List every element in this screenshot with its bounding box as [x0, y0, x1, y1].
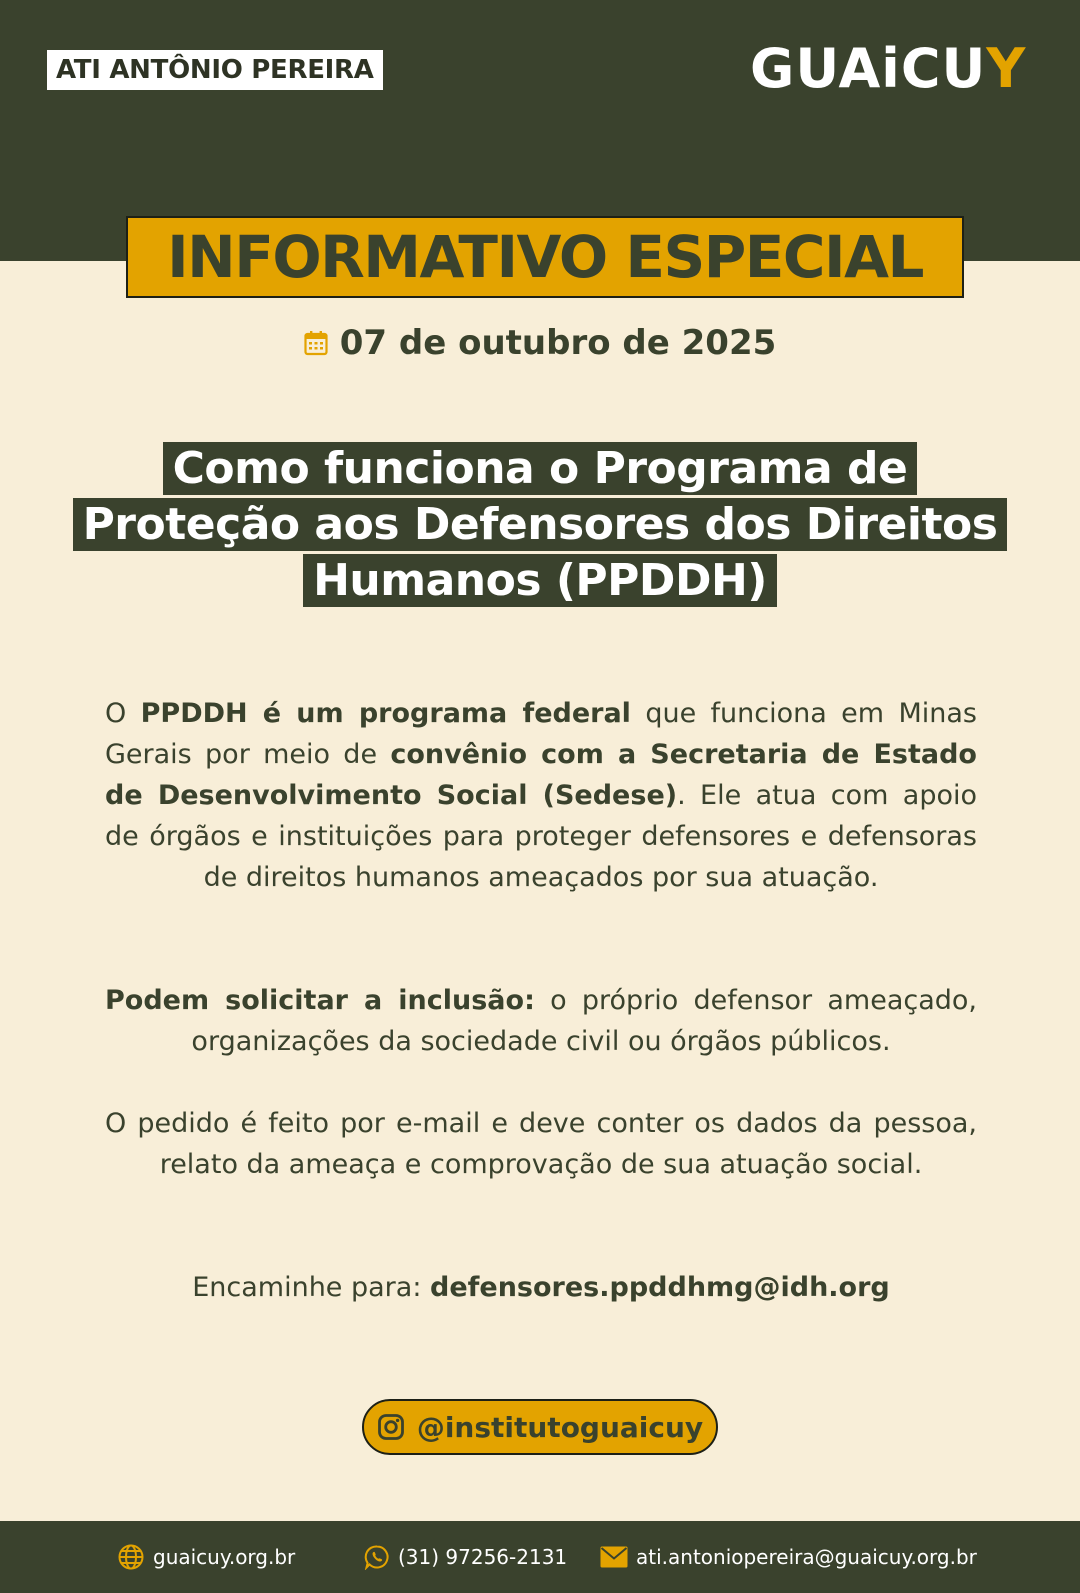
footer-bar: [0, 1521, 1080, 1593]
p1-text-a: O: [105, 698, 141, 729]
p2-bold: Podem solicitar a inclusão:: [105, 985, 535, 1016]
headline-text: INFORMATIVO ESPECIAL: [167, 223, 923, 291]
globe-icon: [117, 1543, 145, 1571]
date-text: 07 de outubro de 2025: [339, 323, 777, 363]
paragraph-who-can-request: [105, 980, 977, 1062]
headline-banner: [126, 216, 964, 298]
logo-main-text: GUAiCU: [750, 37, 987, 100]
guaicuy-logo: [750, 36, 1050, 102]
instagram-button[interactable]: [362, 1399, 718, 1455]
title-line-3: Humanos (PPDDH): [303, 554, 777, 607]
instagram-handle: @institutoguaicuy: [416, 1410, 704, 1444]
p1-text-c: . Ele atua com apoio de órgãos e instituições para proteger defensores e defensoras de direitos humanos ameaçados por sua atuação.: [105, 780, 977, 893]
title-line-2: Proteção aos Defensores dos Direitos: [73, 498, 1008, 551]
contact-email-link[interactable]: defensores.ppddhmg@idh.org: [430, 1272, 890, 1303]
p2-text: o próprio defensor ameaçado, organizações da sociedade civil ou órgãos públicos.: [191, 985, 977, 1057]
paragraph-program-description: [105, 693, 977, 898]
footer-website[interactable]: [117, 1521, 295, 1593]
date-row: [0, 318, 1080, 368]
logo-y-letter: Y: [986, 37, 1027, 100]
p1-bold-b: convênio com a Secretaria de Estado de Desenvolvimento Social (Sedese): [105, 739, 977, 811]
footer-email-text: ati.antoniopereira@guaicuy.org.br: [636, 1545, 977, 1569]
instagram-icon: [377, 1413, 405, 1441]
calendar-icon: [304, 330, 328, 356]
mail-icon: [600, 1546, 628, 1568]
paragraph-send-to: [105, 1267, 977, 1308]
title-line-1: Como funciona o Programa de: [163, 442, 918, 495]
footer-phone-text: (31) 97256-2131: [398, 1545, 568, 1569]
footer-website-text: guaicuy.org.br: [153, 1545, 296, 1569]
footer-email[interactable]: [600, 1521, 977, 1593]
footer-phone[interactable]: [364, 1521, 567, 1593]
p1-bold-a: PPDDH é um programa federal: [140, 698, 631, 729]
paragraph-how-to-request: O pedido é feito por e-mail e deve conter os dados da pessoa, relato da ameaça e comprovação de sua atuação social.: [105, 1108, 977, 1180]
p1-text-b: que funciona em Minas Gerais por meio de: [105, 698, 977, 770]
p4-text: Encaminhe para:: [192, 1272, 431, 1303]
whatsapp-icon: [364, 1544, 390, 1570]
main-title: [60, 442, 1020, 610]
ati-badge: ATI ANTÔNIO PEREIRA: [47, 50, 383, 90]
